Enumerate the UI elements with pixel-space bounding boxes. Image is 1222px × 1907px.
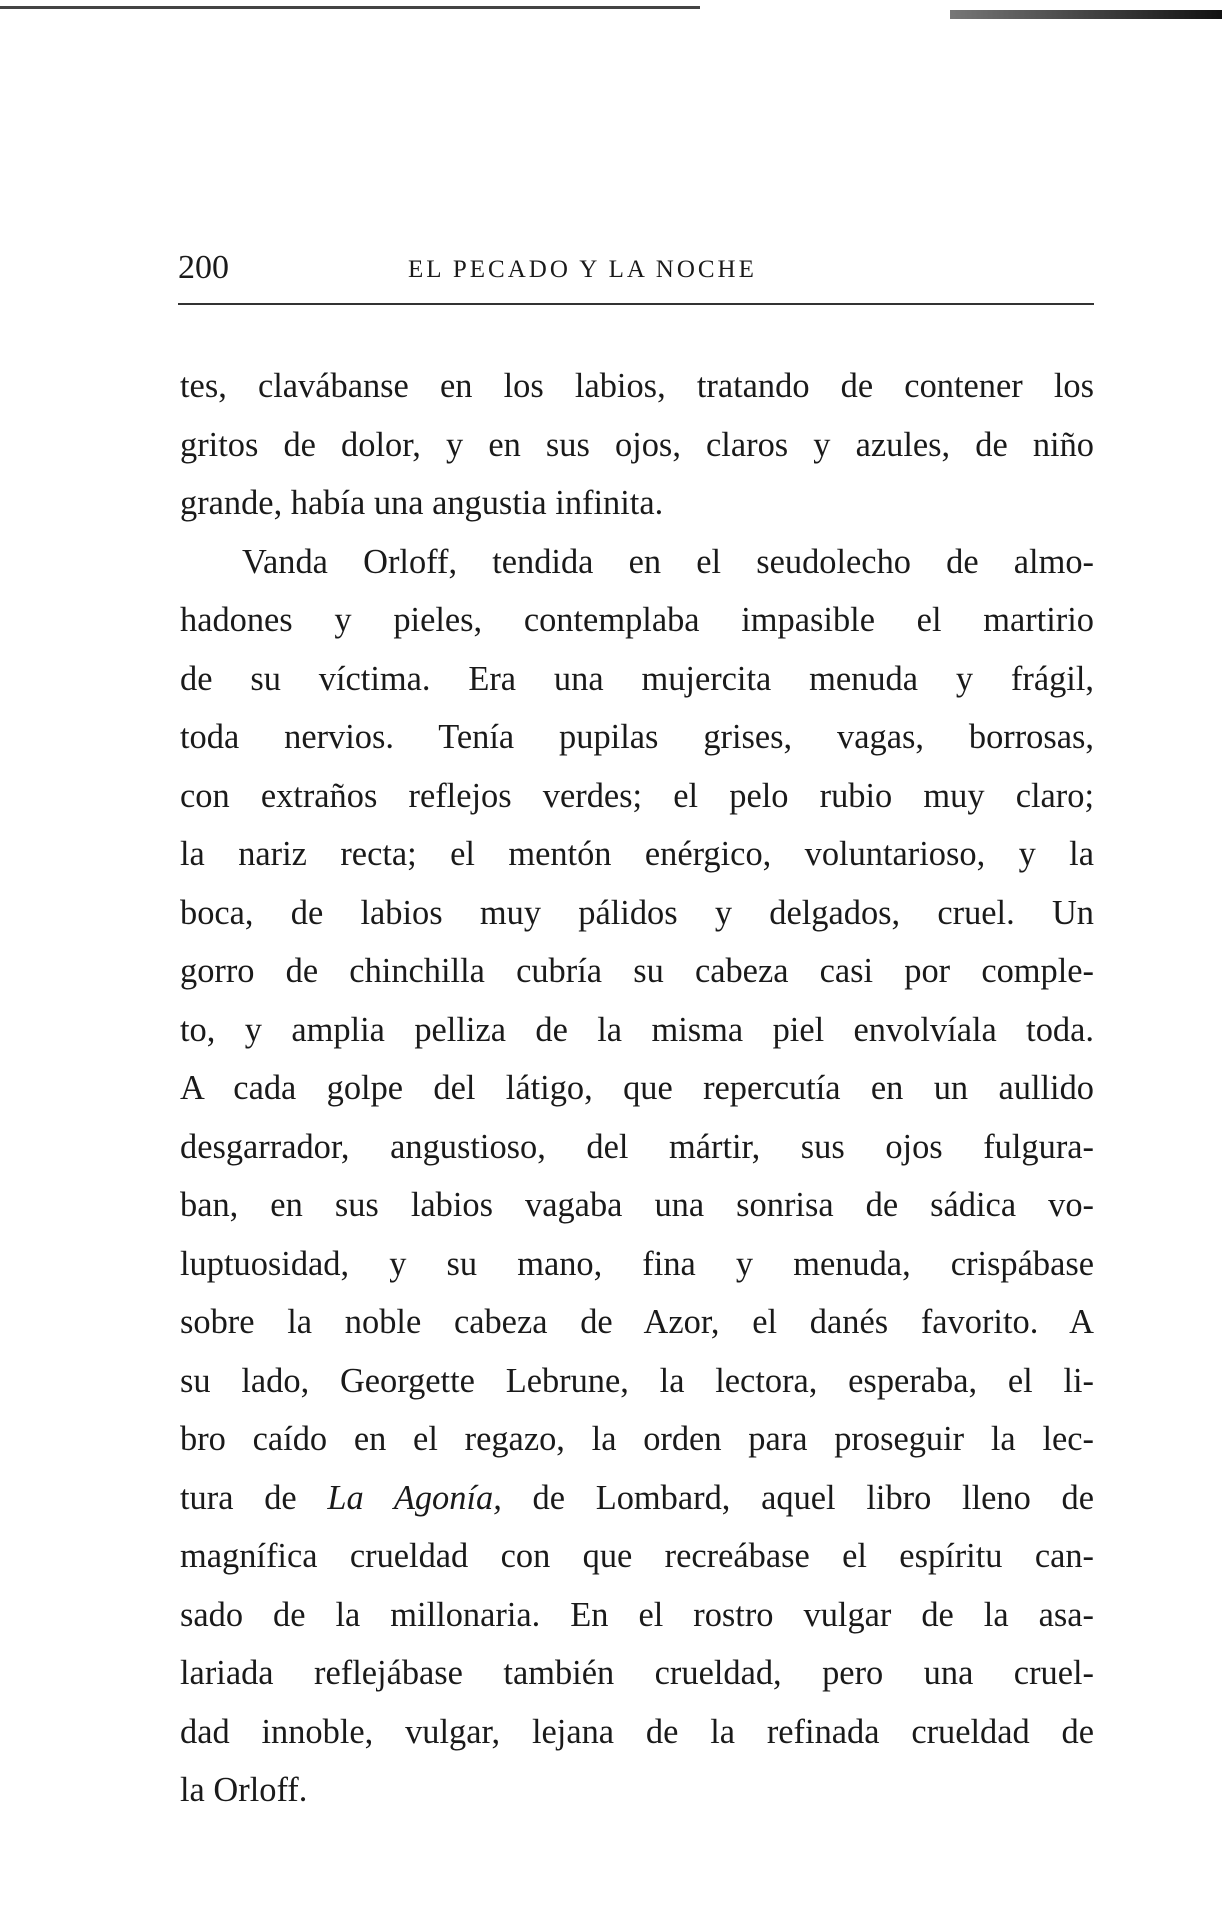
text-run: tura de — [180, 1478, 328, 1517]
book-title-italic: La Agonía, — [327, 1478, 502, 1517]
text-line: tes, clavábanse en los labios, tratando de contener los — [180, 367, 1094, 405]
text-line: boca, de labios muy pálidos y delgados, cruel. Un — [180, 893, 1094, 932]
page-number: 200 — [178, 249, 229, 286]
text-line: gritos de dolor, y en sus ojos, claros y azules, de niño — [180, 425, 1094, 464]
text-line: ban, en sus labios vagaba una sonrisa de sádica vo- — [180, 1186, 1094, 1224]
text-line: grande, había una angustia infinita. — [180, 484, 664, 522]
text-line: la Orloff. — [180, 1771, 308, 1809]
text-line: con extraños reflejos verdes; el pelo rubio muy claro; — [180, 776, 1094, 815]
text-run: de Lombard, aquel libro lleno de — [501, 1478, 1094, 1517]
text-line: magnífica crueldad con que recreábase el espíritu can- — [180, 1537, 1094, 1575]
text-line: gorro de chinchilla cubría su cabeza casi por comple- — [180, 952, 1094, 990]
text-line: desgarrador, angustioso, del mártir, sus ojos fulgura- — [180, 1127, 1094, 1166]
text-line: Vanda Orloff, tendida en el seudolecho de almo- — [242, 542, 1094, 581]
header-divider — [178, 303, 1094, 305]
text-line: to, y amplia pelliza de la misma piel envolvíala toda. — [180, 1010, 1094, 1049]
text-line: su lado, Georgette Lebrune, la lectora, esperaba, el li- — [180, 1361, 1094, 1400]
running-title: EL PECADO Y LA NOCHE — [408, 256, 757, 283]
scan-edge-rule-right — [950, 10, 1222, 19]
scan-edge-rule-left — [0, 6, 700, 9]
text-line: hadones y pieles, contemplaba impasible el martirio — [180, 601, 1094, 639]
text-line: luptuosidad, y su mano, fina y menuda, crispábase — [180, 1244, 1094, 1283]
body-text — [180, 357, 1094, 1820]
text-line: lariada reflejábase también crueldad, pero una cruel- — [180, 1654, 1094, 1692]
page-header — [178, 243, 1094, 293]
text-line: A cada golpe del látigo, que repercutía en un aullido — [180, 1069, 1094, 1107]
text-line: dad innoble, vulgar, lejana de la refinada crueldad de — [180, 1712, 1094, 1751]
text-line: de su víctima. Era una mujercita menuda y frágil, — [180, 659, 1094, 698]
text-line-with-italic-title — [180, 1469, 1094, 1528]
text-line: sobre la noble cabeza de Azor, el danés favorito. A — [180, 1303, 1094, 1341]
text-line: la nariz recta; el mentón enérgico, voluntarioso, y la — [180, 835, 1094, 873]
text-line: toda nervios. Tenía pupilas grises, vagas, borrosas, — [180, 718, 1094, 756]
text-line: sado de la millonaria. En el rostro vulgar de la asa- — [180, 1595, 1094, 1634]
text-line: bro caído en el regazo, la orden para proseguir la lec- — [180, 1420, 1094, 1458]
